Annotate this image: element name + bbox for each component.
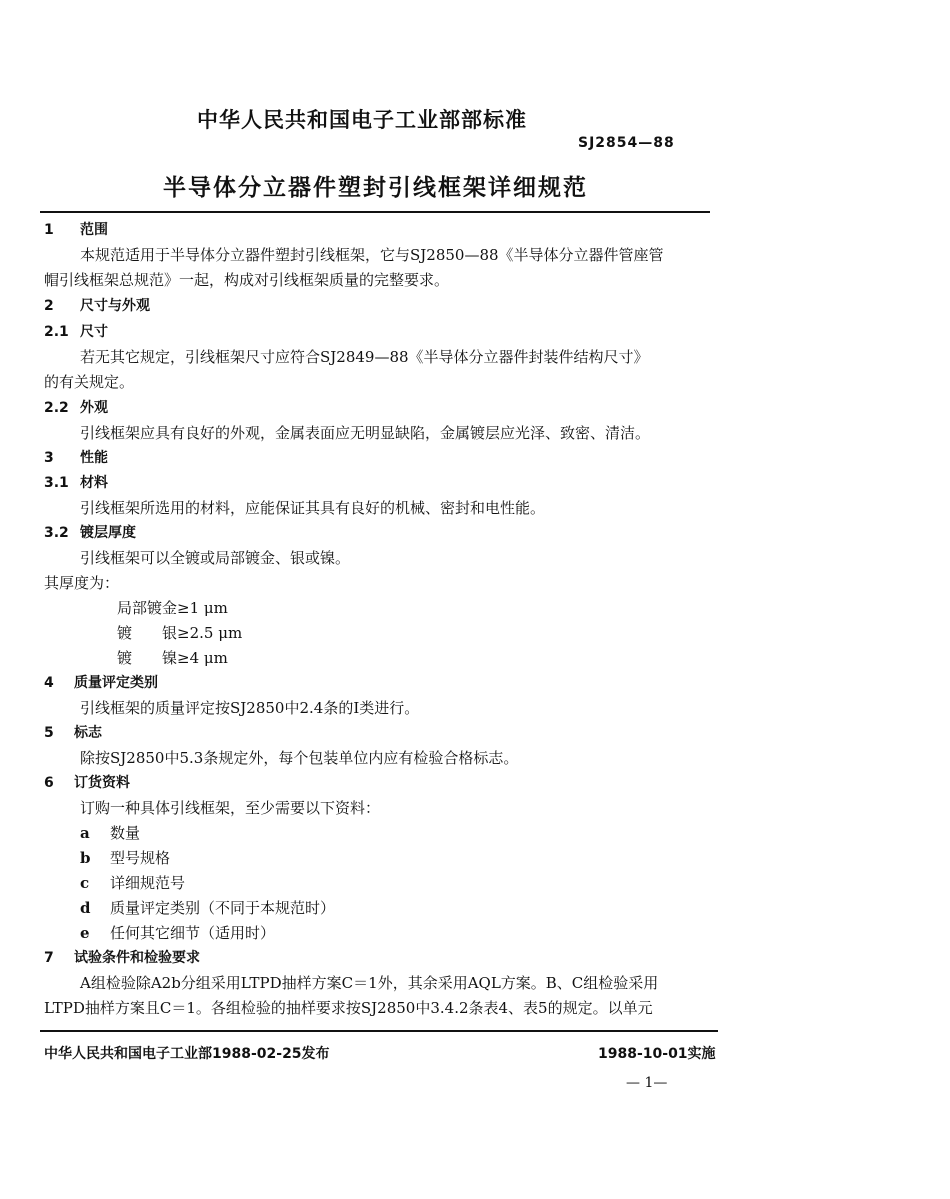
list-letter: e [80, 924, 90, 942]
thickness-label: 镀 镍 [117, 649, 178, 667]
section-number: 5 [44, 725, 54, 741]
issuing-authority-title: 中华人民共和国电子工业部部标准 [197, 108, 527, 132]
paragraph: 引线框架应具有良好的外观，金属表面应无明显缺陷，金属镀层应光泽、致密、清洁。 [80, 424, 651, 442]
section-3-heading [44, 447, 108, 467]
list-item [80, 922, 275, 943]
paragraph: A组检验除A2b分组采用LTPD抽样方案C＝1外，其余采用AQL方案。B、C组检验采用 [80, 974, 659, 992]
section-title: 尺寸 [80, 324, 108, 340]
paragraph: 帽引线框架总规范》一起，构成对引线框架质量的完整要求。 [44, 271, 450, 289]
list-text: 详细规范号 [110, 874, 186, 892]
section-7-heading [44, 947, 200, 967]
paragraph: 的有关规定。 [44, 373, 135, 391]
thickness-value: ≥2.5 μm [177, 624, 243, 642]
section-2-1-heading [44, 321, 108, 341]
section-title: 范围 [80, 222, 108, 238]
thickness-value: ≥4 μm [177, 649, 228, 667]
paragraph: 引线框架的质量评定按SJ2850中2.4条的Ⅰ类进行。 [80, 699, 420, 717]
thickness-row [117, 622, 242, 643]
section-title: 标志 [74, 725, 102, 741]
paragraph: 其厚度为： [44, 574, 120, 592]
section-title: 材料 [80, 475, 108, 491]
section-5-heading [44, 722, 102, 742]
footer-divider [40, 1030, 718, 1032]
section-2-2-heading [44, 397, 108, 417]
section-number: 2 [44, 298, 54, 314]
section-number: 2.2 [44, 400, 69, 416]
document-title: 半导体分立器件塑封引线框架详细规范 [163, 175, 588, 201]
section-number: 3 [44, 450, 54, 466]
thickness-row [117, 597, 228, 618]
section-3-1-heading [44, 472, 108, 492]
section-title: 镀层厚度 [80, 525, 136, 541]
section-number: 6 [44, 775, 54, 791]
list-letter: d [80, 899, 91, 917]
section-1-heading [44, 219, 108, 239]
effective-date: 1988-10-01实施 [598, 1046, 716, 1062]
section-title: 订货资料 [74, 775, 130, 791]
list-item [80, 872, 185, 893]
list-item [80, 897, 335, 918]
list-letter: c [80, 874, 90, 892]
section-title: 质量评定类别 [74, 675, 158, 691]
section-title: 性能 [80, 450, 108, 466]
list-letter: b [80, 849, 91, 867]
thickness-row [117, 647, 228, 668]
section-number: 4 [44, 675, 54, 691]
list-item [80, 847, 170, 868]
list-text: 型号规格 [110, 849, 171, 867]
section-title: 外观 [80, 400, 108, 416]
section-3-2-heading [44, 522, 136, 542]
list-letter: a [80, 824, 90, 842]
thickness-label: 局部镀金 [117, 599, 178, 617]
paragraph: 订购一种具体引线框架，至少需要以下资料： [80, 799, 381, 817]
standard-code: SJ2854—88 [578, 135, 675, 151]
section-title: 试验条件和检验要求 [74, 950, 200, 966]
section-title: 尺寸与外观 [80, 298, 150, 314]
section-2-heading [44, 295, 150, 315]
issue-date: 中华人民共和国电子工业部1988-02-25发布 [44, 1046, 330, 1062]
paragraph: 引线框架所选用的材料，应能保证其具有良好的机械、密封和电性能。 [80, 499, 546, 517]
paragraph: 引线框架可以全镀或局部镀金、银或镍。 [80, 549, 351, 567]
paragraph: 本规范适用于半导体分立器件塑封引线框架，它与SJ2850—88《半导体分立器件管座管 [80, 246, 664, 264]
thickness-label: 镀 银 [117, 624, 178, 642]
list-text: 数量 [110, 824, 141, 842]
section-number: 1 [44, 222, 54, 238]
list-item [80, 822, 140, 843]
header-divider [40, 211, 710, 213]
section-number: 3.1 [44, 475, 69, 491]
list-text: 任何其它细节（适用时） [110, 924, 276, 942]
list-text: 质量评定类别（不同于本规范时） [110, 899, 336, 917]
paragraph: 除按SJ2850中5.3条规定外，每个包装单位内应有检验合格标志。 [80, 749, 519, 767]
section-6-heading [44, 772, 130, 792]
section-number: 3.2 [44, 525, 69, 541]
paragraph: 若无其它规定，引线框架尺寸应符合SJ2849—88《半导体分立器件封装件结构尺寸》 [80, 348, 649, 366]
thickness-value: ≥1 μm [177, 599, 228, 617]
section-4-heading [44, 672, 158, 692]
paragraph: LTPD抽样方案且C＝1。各组检验的抽样要求按SJ2850中3.4.2条表4、表5的规定。以单元 [44, 999, 653, 1017]
section-number: 2.1 [44, 324, 69, 340]
page-number: — 1— [626, 1075, 668, 1091]
section-number: 7 [44, 950, 54, 966]
